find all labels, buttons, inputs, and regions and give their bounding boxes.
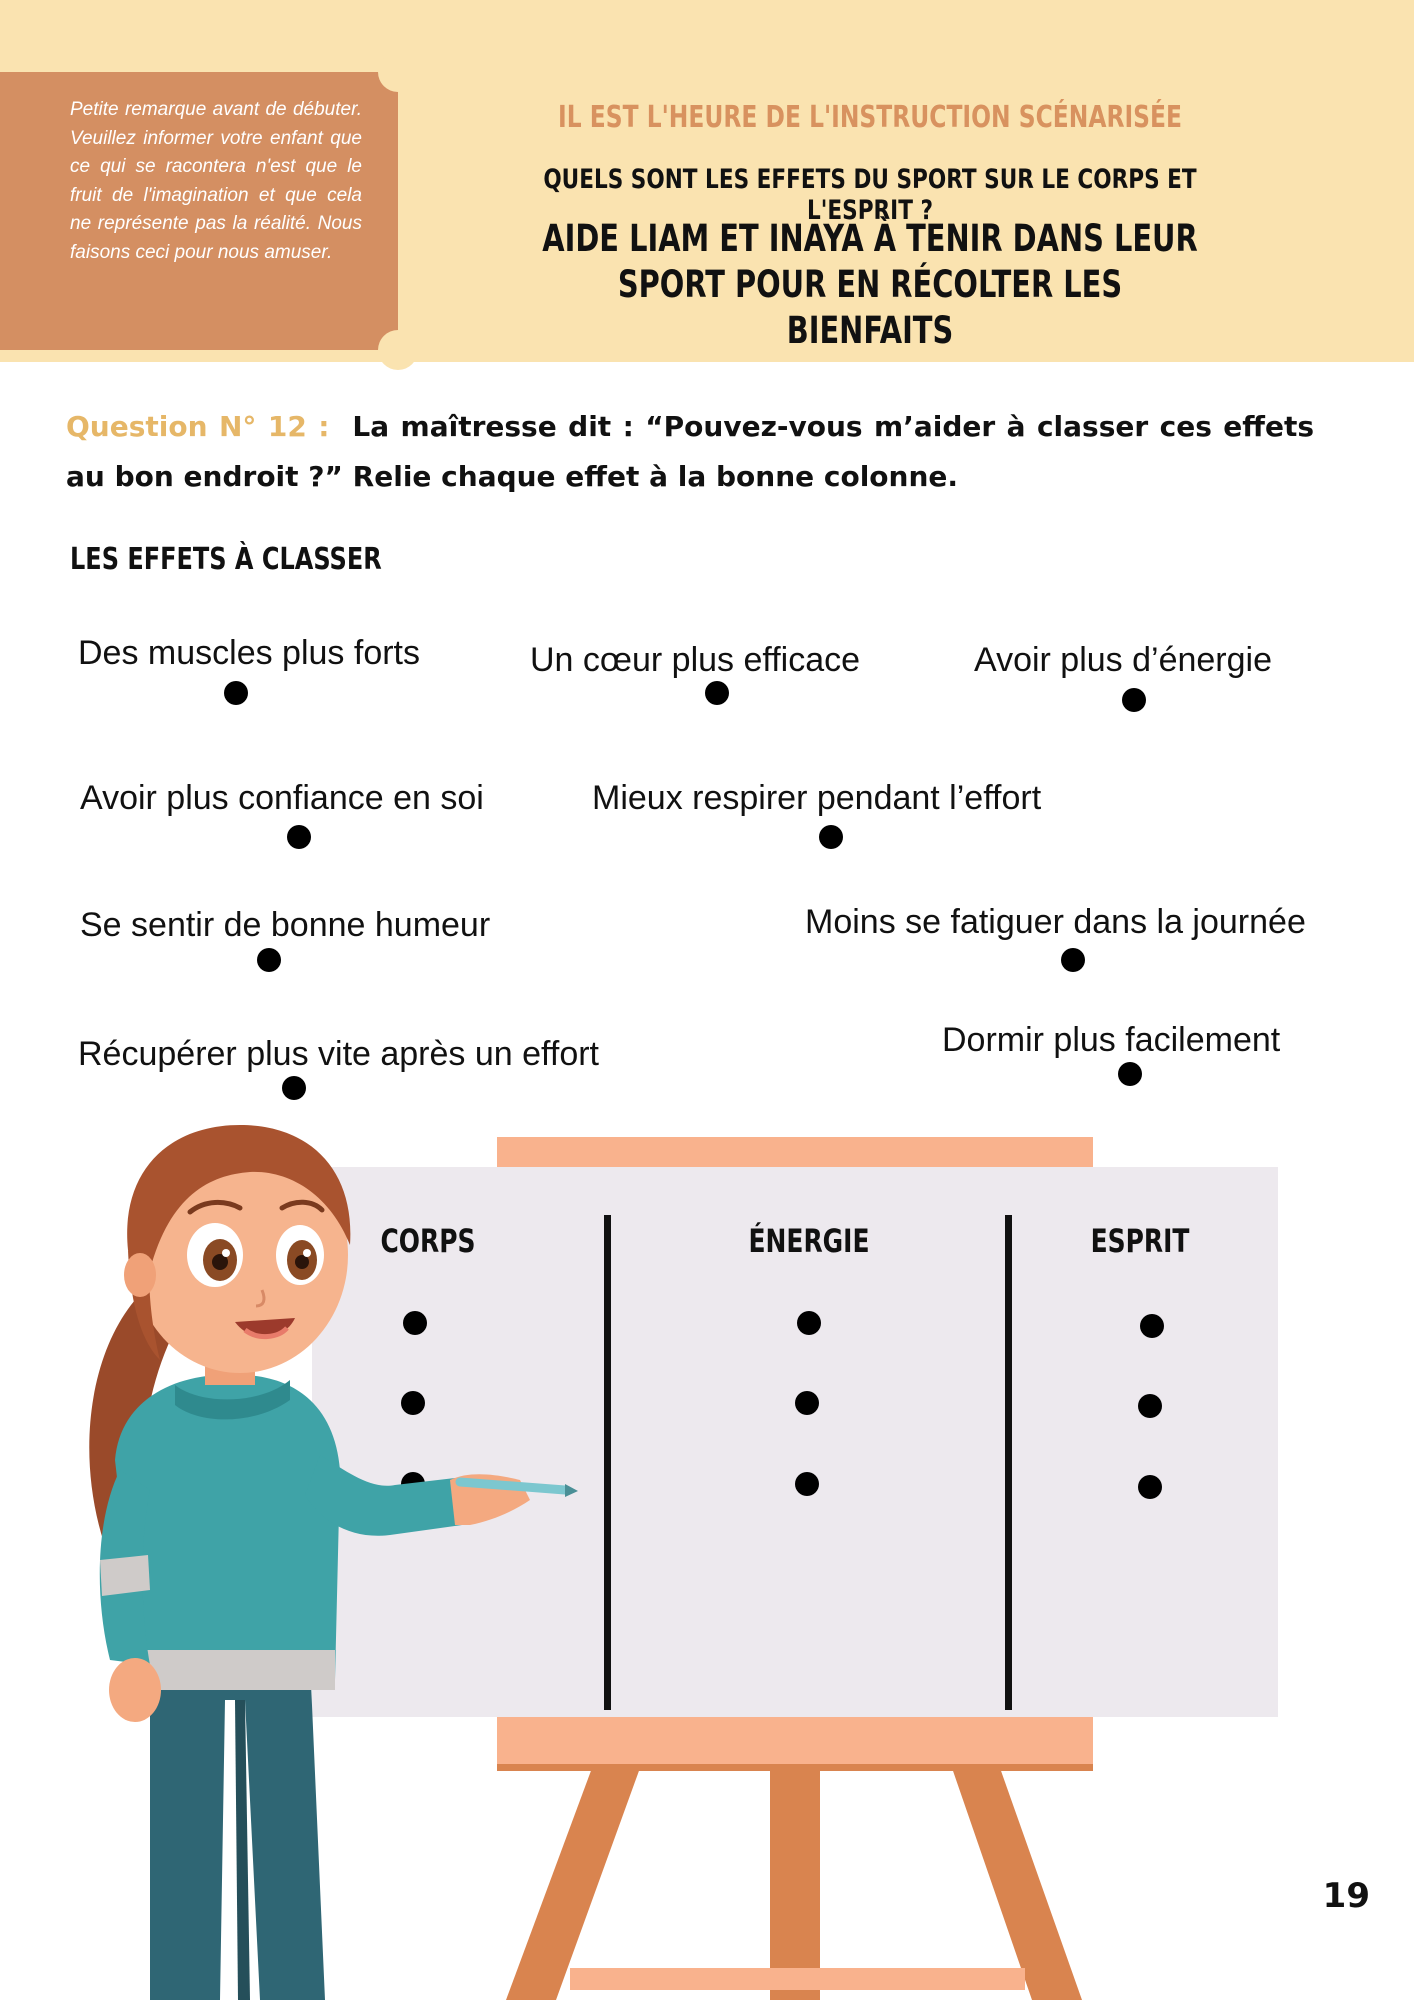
parent-note-text: Petite remarque avant de débuter. Veuillez informer votre enfant que ce qui se racontera n'est que le fruit de l'imagination et que cela ne représente pas la réalité. Nous faisons ceci pour nous amuser.: [70, 99, 362, 263]
effect-label: Avoir plus confiance en soi: [80, 779, 484, 817]
effect-label: Un cœur plus efficace: [530, 641, 861, 679]
header-main-line-1: AIDE LIAM ET INAYA À TENIR DANS LEUR: [542, 217, 1198, 260]
header-kicker: IL EST L'HEURE DE L'INSTRUCTION SCÉNARISÉE: [558, 100, 1182, 135]
effect-label: Moins se fatiguer dans la journée: [805, 903, 1306, 941]
effects-section-title: LES EFFETS À CLASSER: [70, 542, 382, 577]
header-question: QUELS SONT LES EFFETS DU SPORT SUR LE CORPS ET L'ESPRIT ?: [543, 164, 1197, 226]
page-number: 19: [1322, 1876, 1370, 1916]
header-main-line-2: SPORT POUR EN RÉCOLTER LES BIENFAITS: [617, 263, 1123, 352]
question-label: Question N° 12 :: [66, 410, 330, 443]
effect-label: Dormir plus facilement: [942, 1021, 1281, 1059]
effect-label: Se sentir de bonne humeur: [80, 906, 491, 944]
effect-label: Des muscles plus forts: [78, 634, 420, 672]
column-heading-esprit: ESPRIT: [1090, 1222, 1190, 1260]
effect-label: Mieux respirer pendant l’effort: [592, 779, 1042, 817]
effect-label: Récupérer plus vite après un effort: [78, 1035, 599, 1073]
column-heading-energie: ÉNERGIE: [748, 1222, 870, 1260]
question-text: La maîtresse dit : “Pouvez-vous m’aider à classer ces effets au bon endroit ?” Relie chaque effet à la bonne colonne.: [66, 410, 1315, 493]
effect-label: Avoir plus d’énergie: [974, 641, 1272, 679]
column-heading-corps: CORPS: [380, 1222, 476, 1260]
